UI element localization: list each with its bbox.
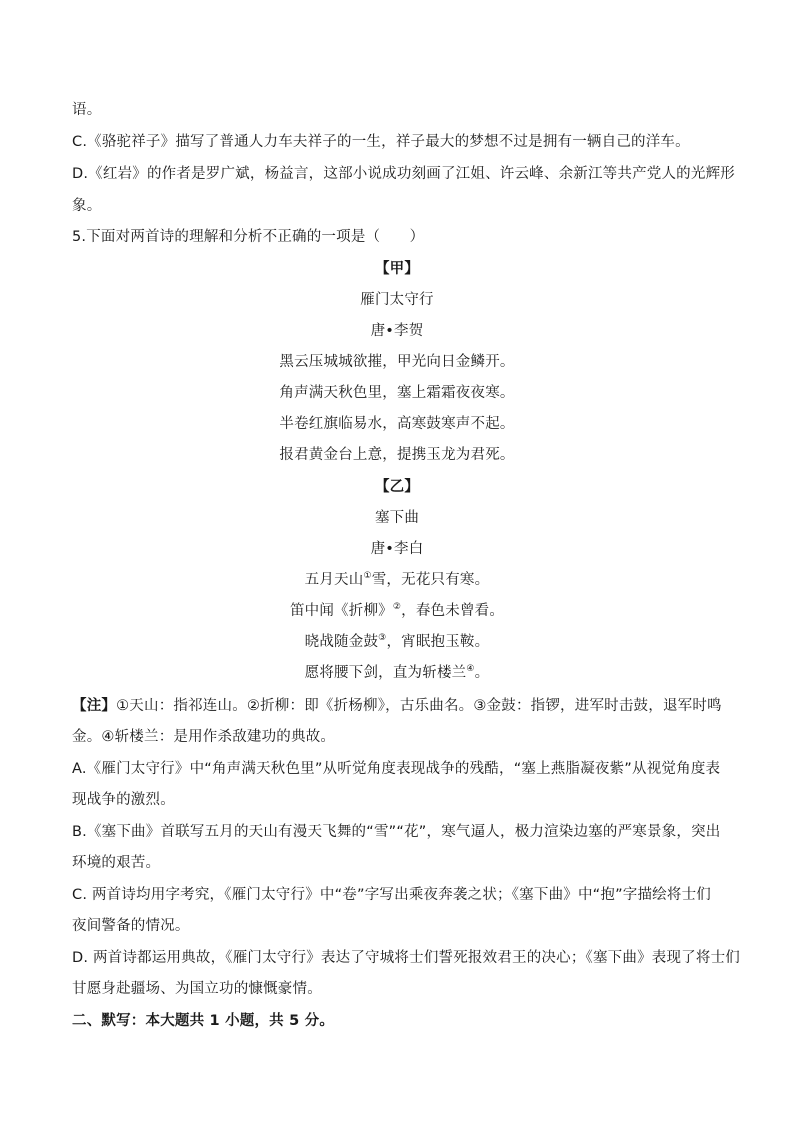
footnote-marker: ② — [392, 602, 402, 613]
poem-a-author: 唐•李贺 — [370, 323, 424, 339]
poem-b-author: 唐•李白 — [370, 541, 424, 557]
option-d-previous: D.《红岩》的作者是罗广斌，杨益言，这部小说成功刻画了江姐、许云峰、余新江等共产党人的光辉形 — [72, 166, 735, 182]
poem-b-line: 晓战随金鼓③，宵眠抱玉鞍。 — [304, 633, 490, 650]
poem-b-line: 五月天山①雪，无花只有寒。 — [304, 571, 490, 588]
poem-a-title: 雁门太守行 — [360, 292, 434, 308]
footnote-marker: ① — [363, 571, 372, 582]
poem-a-line: 半卷红旗临易水，高寒鼓寒声不起。 — [279, 416, 515, 432]
poem-b-title: 塞下曲 — [374, 510, 420, 526]
poem-a-line: 角声满天秋色里，塞上霜霜夜夜寒。 — [279, 385, 515, 401]
section-heading: 二、默写：本大题共 1 小题，共 5 分。 — [72, 1013, 335, 1029]
note-line: 金。④斩楼兰：是用作杀敌建功的典故。 — [72, 729, 336, 745]
option-a: A.《雁门太守行》中“角声满天秋色里”从听觉角度表现战争的残酷，“塞上燕脂凝夜紫”从视觉角度表 — [72, 761, 721, 777]
text-line: 象。 — [72, 198, 102, 214]
poem-b-line: 愿将腰下剑，直为斩楼兰④。 — [304, 664, 490, 681]
poem-a-line: 黑云压城城欲摧，甲光向日金鳞开。 — [279, 354, 515, 370]
option-c-cont: 夜间警备的情况。 — [72, 918, 190, 934]
option-d: D. 两首诗都运用典故，《雁门太守行》表达了守城将士们誓死报效君王的决心；《塞下曲》表现了将士们 — [72, 950, 740, 966]
poem-a-tag: 【甲】 — [374, 261, 420, 277]
option-a-cont: 现战争的激烈。 — [72, 792, 175, 808]
option-b: B.《塞下曲》首联写五月的天山有漫天飞舞的“雪”“花”，寒气逼人，极力渲染边塞的严寒景象，突出 — [72, 824, 721, 840]
footnote-marker: ③ — [378, 633, 387, 644]
poem-b-line: 笛中闻《折柳》②，春色未曾看。 — [289, 602, 505, 619]
text-line: 语。 — [72, 102, 102, 118]
poem-b-tag: 【乙】 — [374, 479, 420, 495]
poem-a-line: 报君黄金台上意，提携玉龙为君死。 — [279, 447, 515, 463]
option-c-previous: C.《骆驼祥子》描写了普通人力车夫祥子的一生，祥子最大的梦想不过是拥有一辆自己的洋车。 — [72, 134, 690, 150]
note-label: 【注】 — [72, 698, 117, 714]
footnote-marker: ④ — [466, 664, 475, 675]
option-b-cont: 环境的艰苦。 — [72, 855, 161, 871]
question-5: 5.下面对两首诗的理解和分析不正确的一项是（ ） — [72, 229, 425, 245]
option-d-cont: 甘愿身赴疆场、为国立功的慷慨豪情。 — [72, 981, 322, 997]
option-c: C. 两首诗均用字考究，《雁门太守行》中“卷”字写出乘夜奔袭之状；《塞下曲》中“抱”字描绘将士们 — [72, 887, 711, 903]
note-line: 【注】①天山：指祁连山。②折柳：即《折杨柳》，古乐曲名。③金鼓：指锣，进军时击鼓，退军时鸣 — [72, 698, 722, 714]
